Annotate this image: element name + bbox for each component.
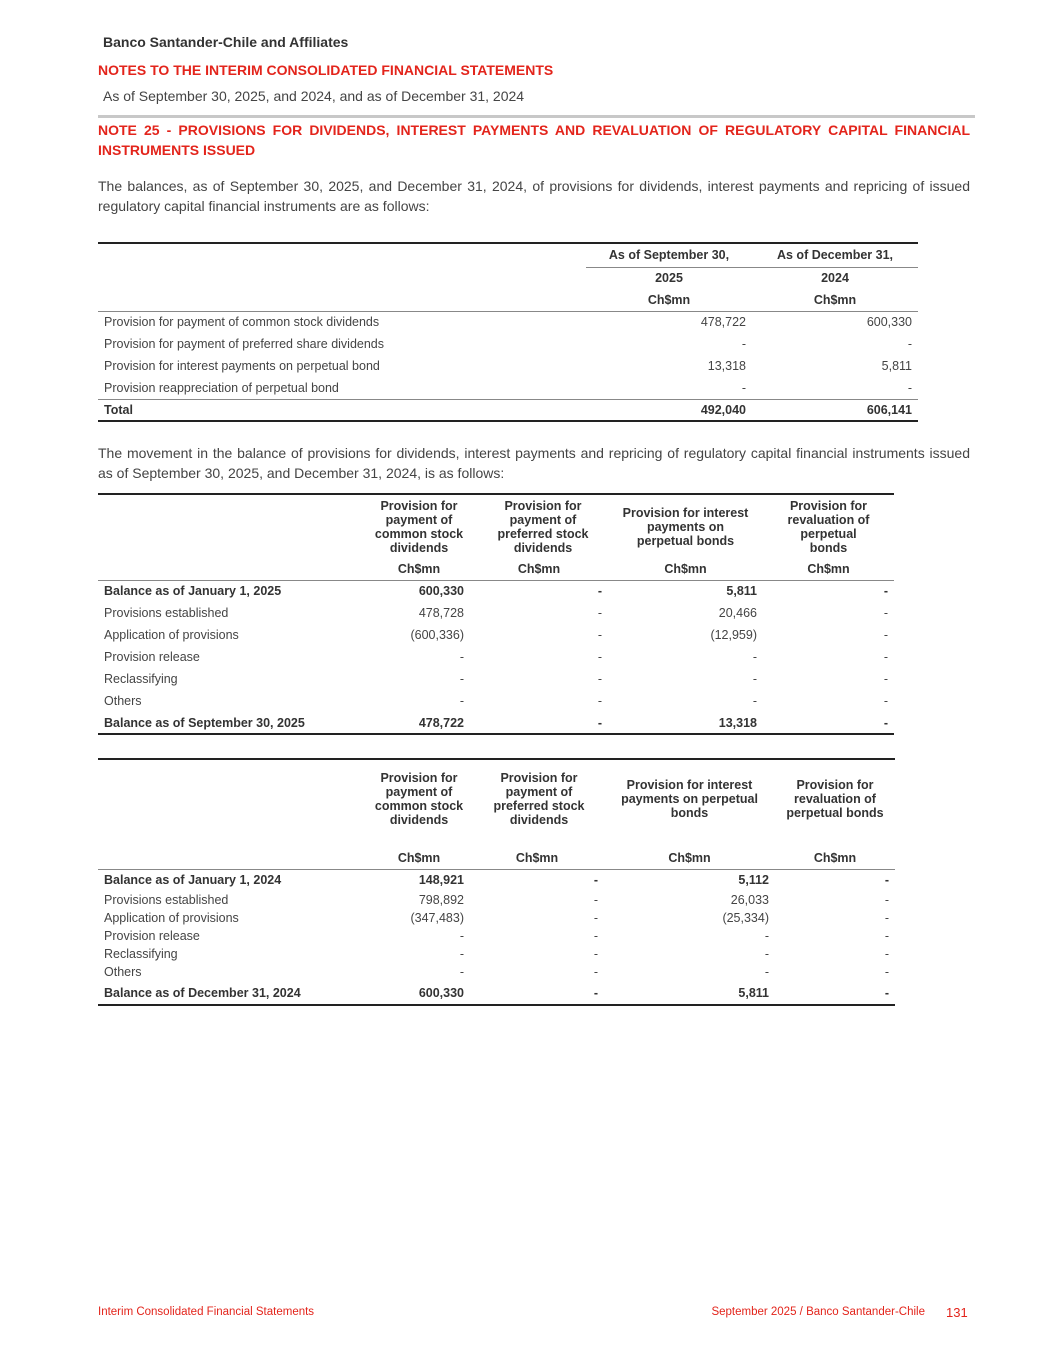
row-value: - [741,337,746,351]
row-value: 478,728 [418,606,464,620]
table-row [98,963,895,981]
table-row [98,945,895,963]
closing-row [98,981,895,1005]
balances-col1-head: As of September 30, [586,243,752,267]
balances-col2-unit: Ch$mn [813,292,857,307]
unit-label: Ch$mn [515,850,559,865]
row-label: Others [104,694,142,708]
footer-doc-title: Interim Consolidated Financial Statements [98,1306,315,1318]
row-value: 5,811 [738,985,769,1000]
unit-label: Ch$mn [517,561,561,576]
table-row [98,311,918,333]
row-value: - [597,606,602,620]
balances-col1-unit: Ch$mn [647,292,691,307]
movement-col-common: Provision for payment of common stock dividends [374,770,464,827]
row-value: 5,811 [726,584,757,599]
closing-row [98,712,894,734]
table-row [98,690,894,712]
row-value: - [593,873,598,888]
row-label: Provision for interest payments on perpetual bond [104,359,380,373]
footer-source [711,1306,925,1318]
row-value: 13,318 [707,359,746,373]
row-value: - [883,606,888,620]
row-value: - [752,672,757,686]
row-value: - [884,965,889,979]
total-value: 606,141 [866,402,912,417]
unit-label: Ch$mn [807,561,850,576]
row-value: 20,466 [718,606,757,620]
movement-col-common: Provision for payment of common stock dividends [374,498,464,555]
movement-2024-table [98,758,895,1006]
row-label: Provisions established [104,606,229,620]
unit-label: Ch$mn [397,561,441,576]
row-value: 5,112 [738,873,769,888]
row-value: - [597,672,602,686]
row-value: - [593,985,598,1000]
table-row [98,909,895,927]
row-value: - [597,694,602,708]
row-label: Balance as of September 30, 2025 [104,715,305,730]
row-value: - [883,584,888,599]
row-value: - [459,694,464,708]
row-value: (25,334) [722,911,769,925]
row-value: 478,722 [700,315,746,330]
row-value: - [593,911,598,925]
row-value: - [597,650,602,664]
total-row [98,399,918,421]
balances-col2-year: 2024 [821,271,849,286]
table-row [98,377,918,399]
table-row [98,646,894,668]
row-value: - [884,985,889,1000]
movement-col-preferred: Provision for payment of preferred stock dividends [497,498,589,555]
row-value: - [884,911,889,925]
movement-2025-wrapper [98,493,894,735]
row-label: Provision for payment of preferred share dividends [104,337,385,351]
row-value: 798,892 [418,893,464,907]
row-value: - [752,694,757,708]
balances-col1-year: 2025 [655,271,683,286]
row-value: 148,921 [418,873,464,888]
row-value: - [764,965,769,979]
row-label: Provision release [104,929,200,943]
row-value: - [883,694,888,708]
footer-date: September 2025 [711,1306,797,1318]
row-label: Reclassifying [104,672,178,686]
row-label: Provision reappreciation of perpetual bond [104,380,339,395]
row-value: - [884,893,889,907]
row-value: - [752,650,757,664]
movement-col-preferred: Provision for payment of preferred stock dividends [493,770,585,827]
footer-separator: / [796,1306,807,1318]
row-value: - [907,337,912,351]
company-name: Banco Santander-Chile and Affiliates [103,34,349,50]
row-value: - [884,947,889,961]
row-value: 600,330 [418,584,464,599]
row-value: - [459,947,464,961]
row-value: - [764,929,769,943]
movement-intro: The movement in the balance of provisions for dividends, interest payments and repricing of regulatory capital financial instruments issued as of September 30, 2025, and December 31, 2024, is as follows: [98,445,970,481]
unit-label: Ch$mn [668,850,711,865]
row-value: - [459,965,464,979]
row-label: Application of provisions [104,628,239,642]
row-label: Reclassifying [104,947,178,961]
row-value: (12,959) [710,628,757,642]
table-row [98,602,894,624]
table-row [98,355,918,377]
page-number: 131 [946,1305,968,1320]
table-row [98,668,894,690]
row-value: - [459,650,464,664]
movement-2025-table [98,493,894,735]
movement-col-revaluation: Provision for revaluation of perpetual bonds [787,498,870,555]
row-value: - [884,873,889,888]
row-value: - [593,929,598,943]
row-value: 5,811 [881,359,912,373]
row-value: 600,330 [866,315,912,330]
row-value: - [593,947,598,961]
movement-col-interest: Provision for interest payments on perpetual bonds [621,777,758,820]
row-value: - [597,584,602,599]
row-value: 600,330 [418,985,464,1000]
row-label: Balance as of December 31, 2024 [104,985,301,1000]
table-row [98,333,918,355]
row-value: - [597,628,602,642]
unit-label: Ch$mn [397,850,441,865]
row-value: - [741,380,746,395]
row-value: - [764,947,769,961]
row-label: Application of provisions [104,911,239,925]
balances-table [98,242,918,422]
footer-company: Banco Santander-Chile [806,1306,925,1318]
note-intro: The balances, as of September 30, 2025, and December 31, 2024, of provisions for dividends, interest payments and repricing of issued regulatory capital financial instruments are as follows: [98,178,970,214]
row-label: Provisions established [104,893,229,907]
table-row [98,624,894,646]
balances-table-wrapper [98,242,918,422]
row-value: - [593,893,598,907]
row-value: - [459,672,464,686]
row-value: - [883,628,888,642]
row-value: - [883,650,888,664]
balances-col2-head: As of December 31, [752,243,918,267]
unit-label: Ch$mn [664,561,707,576]
row-value: (347,483) [410,911,464,925]
table-row [98,891,895,909]
total-label: Total [104,402,133,417]
as-of-date: As of September 30, 2025, and 2024, and as of December 31, 2024 [103,88,525,104]
row-value: 478,722 [418,715,464,730]
row-label: Balance as of January 1, 2024 [104,873,282,888]
opening-row [98,869,895,891]
row-label: Provision release [104,650,200,664]
movement-2024-wrapper [98,758,895,1006]
movement-col-interest: Provision for interest payments on perpetual bonds [622,505,749,548]
row-value: - [597,715,602,730]
row-value: - [907,380,912,395]
row-value: - [884,929,889,943]
balances-header-blank [98,243,586,267]
row-value: - [459,929,464,943]
row-value: (600,336) [410,628,464,642]
note-title: NOTE 25 - PROVISIONS FOR DIVIDENDS, INTEREST PAYMENTS AND REVALUATION OF REGULATORY CAPITAL FINANCIAL INSTRUMENTS ISSUED [98,122,970,158]
row-value: 26,033 [730,893,769,907]
row-label: Others [104,965,142,979]
movement-col-revaluation: Provision for revaluation of perpetual bonds [786,777,884,820]
header-divider [98,115,975,118]
row-value: 13,318 [718,715,757,730]
row-value: - [883,715,888,730]
total-value: 492,040 [700,402,746,417]
unit-label: Ch$mn [813,850,857,865]
row-value: - [593,965,598,979]
row-label: Provision for payment of common stock dividends [104,315,380,330]
row-value: - [883,672,888,686]
row-label: Balance as of January 1, 2025 [104,584,282,599]
table-row [98,927,895,945]
notes-title: NOTES TO THE INTERIM CONSOLIDATED FINANCIAL STATEMENTS [98,62,554,78]
opening-row [98,580,894,602]
